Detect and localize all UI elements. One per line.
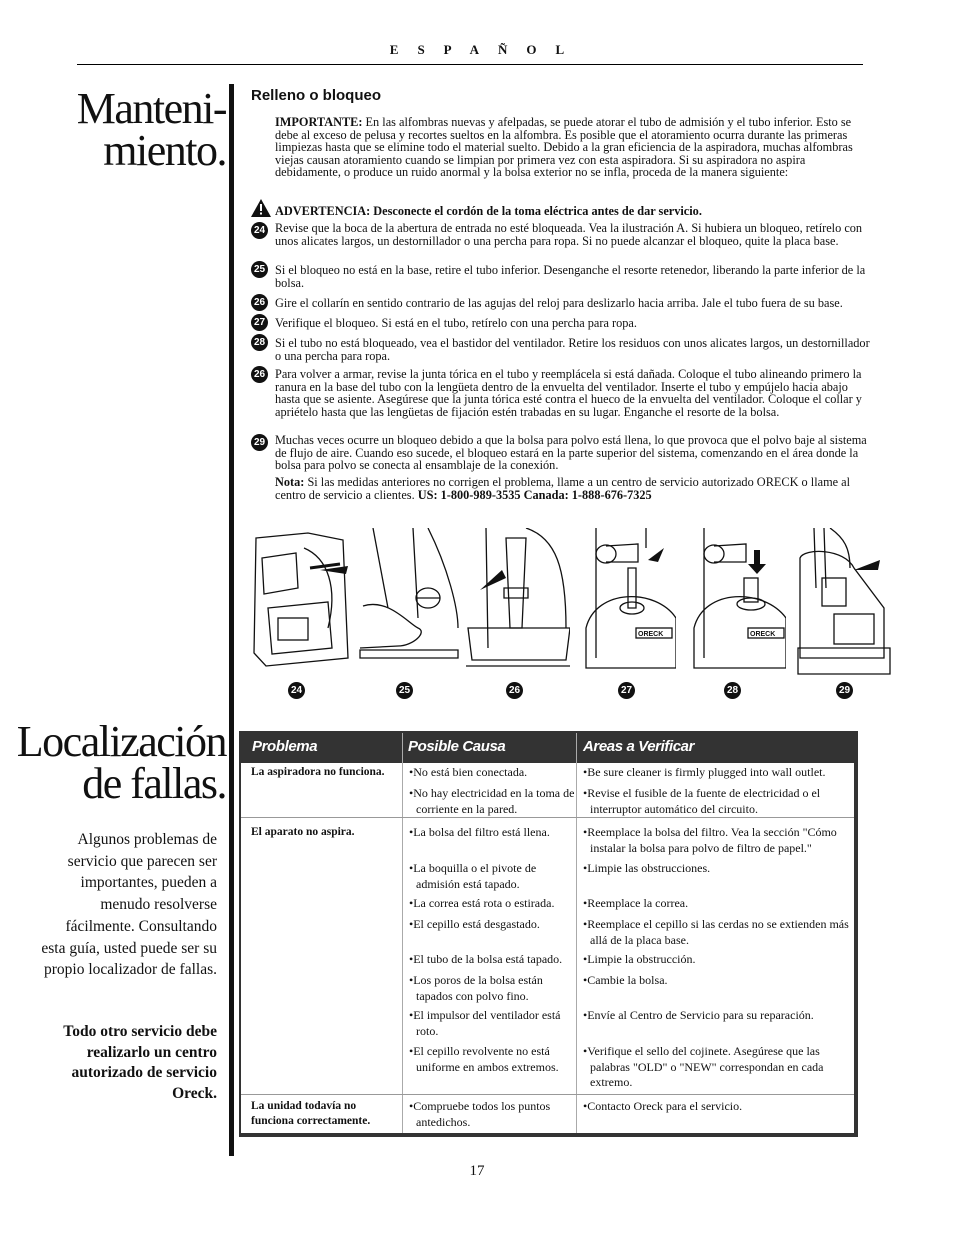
- step-badge: 27: [251, 314, 268, 331]
- table-row-check: •Limpie las obstrucciones.: [583, 861, 711, 875]
- table-row-check: •Be sure cleaner is firmly plugged into wall outlet.: [583, 765, 826, 779]
- table-row-cause: •No está bien conectada.: [409, 765, 528, 779]
- figure-label: 28: [724, 682, 741, 699]
- illustration-27: [576, 528, 676, 676]
- illustration-29: [794, 528, 892, 676]
- step-badge: 26: [251, 294, 268, 311]
- figure-label: 27: [618, 682, 635, 699]
- header-rule: [77, 64, 863, 65]
- figure-label: 24: [288, 682, 305, 699]
- column-header-cause: Posible Causa: [408, 738, 506, 755]
- troubleshooting-title-line1: Localización: [16, 717, 226, 766]
- table-row-check: •Reemplace la bolsa del filtro. Vea la sección "Cómo instalar la bolsa para polvo de filtro de papel.": [583, 825, 837, 855]
- figure-brand: ORECK: [638, 631, 664, 638]
- importante-text: En las alfombras nuevas y afelpadas, se puede atorar el tubo de admisión y el tubo inferior. Esto se debe al exceso de pelusa y recortes sueltos en la alfombra. Es posible que el atoramiento ocurra durante las primeras limpiezas hasta que se elimine todo el material suelto. Debido a la gran eficiencia de la aspiradora, muchas alfombras viejas causan atoramiento cuando se limpian por primera vez con esta aspiradora. Si su aspiradora no aspira debidamente, o produce un ruido anormal y la bolsa exterior no se infla, proceda de la manera siguiente:: [275, 115, 853, 180]
- step-badge: 24: [251, 222, 268, 239]
- table-row-cause: •El cepillo está desgastado.: [409, 917, 540, 931]
- troubleshooting-table: [239, 731, 858, 1137]
- table-row-check: •Revise el fusible de la fuente de electricidad o el interruptor automático del circuito.: [583, 786, 821, 816]
- step-text: Si el tubo no está bloqueado, vea el bastidor del ventilador. Retire los residuos con unos alicates largos, un destornillador o una percha para ropa.: [275, 336, 870, 363]
- nota-phones: US: 1-800-989-3535 Canada: 1-888-676-7325: [417, 487, 652, 502]
- maintenance-title-line1: Manteni-: [76, 84, 226, 133]
- table-row-cause: •Compruebe todos los puntos antedichos.: [409, 1099, 551, 1129]
- maintenance-title: [76, 84, 226, 175]
- table-row-cause: •El cepillo revolvente no está uniforme en ambos extremos.: [409, 1044, 559, 1074]
- step-badge: 29: [251, 434, 268, 451]
- step-badge: 25: [251, 261, 268, 278]
- table-row-problem: La aspiradora no funciona.: [251, 766, 385, 778]
- nota-paragraph: [275, 476, 873, 501]
- table-row-problem: La unidad todavía no funciona correctamente.: [251, 1100, 371, 1127]
- table-row-cause: •La boquilla o el pivote de admisión está tapado.: [409, 861, 537, 891]
- step-text: Si el bloqueo no está en la base, retire el tubo inferior. Desenganche el resorte retenedor, liberando la parte inferior de la bolsa.: [275, 263, 866, 290]
- table-row-check: •Cambie la bolsa.: [583, 973, 668, 987]
- page-number: 17: [469, 1163, 485, 1179]
- maintenance-title-line2: miento.: [103, 126, 226, 175]
- table-row-cause: •La bolsa del filtro está llena.: [409, 825, 550, 839]
- figure-label: 26: [506, 682, 523, 699]
- step-text: Gire el collarín en sentido contrario de las agujas del reloj para deslizarlo hacia arriba. Jale el tubo fuera de su base.: [275, 296, 843, 310]
- table-row-check: •Verifique el sello del cojinete. Asegúrese que las palabras "OLD" o "NEW" correspondan en cada extremo.: [583, 1044, 824, 1089]
- illustration-25: [358, 528, 460, 676]
- step-badge: 26: [251, 366, 268, 383]
- illustration-24: [248, 528, 353, 676]
- column-header-problem: Problema: [252, 738, 318, 755]
- table-header: [241, 733, 854, 763]
- table-row-check: •Envíe al Centro de Servicio para su reparación.: [583, 1008, 814, 1022]
- warning-text: ADVERTENCIA: Desconecte el cordón de la toma eléctrica antes de dar servicio.: [275, 204, 702, 218]
- figure-label: 29: [836, 682, 853, 699]
- step-text: Verifique el bloqueo. Si está en el tubo, retírelo con una percha para ropa.: [275, 316, 637, 330]
- figure-brand: ORECK: [750, 631, 776, 638]
- warning-icon: [251, 199, 271, 217]
- troubleshooting-title: [16, 717, 226, 808]
- importante-label: IMPORTANTE:: [275, 115, 363, 129]
- troubleshooting-note: Todo otro servicio debe realizarlo un centro autorizado de servicio Oreck.: [63, 1023, 217, 1102]
- table-row-check: •Reemplace el cepillo si las cerdas no se extienden más allá de la placa base.: [583, 917, 849, 947]
- table-row-check: •Contacto Oreck para el servicio.: [583, 1099, 743, 1113]
- section-heading-blockage: Relleno o bloqueo: [251, 87, 381, 104]
- step-badge: 28: [251, 334, 268, 351]
- table-row-cause: •El tubo de la bolsa está tapado.: [409, 952, 563, 966]
- troubleshooting-title-line2: de fallas.: [82, 759, 226, 808]
- row-divider: [241, 817, 854, 818]
- nota-text: Si las medidas anteriores no corrigen el problema, llame a un centro de servicio autorizado ORECK o llame al centro de servicio a clientes.: [275, 475, 851, 502]
- nota-label: Nota:: [275, 475, 305, 489]
- troubleshooting-intro: Algunos problemas de servicio que parecen ser importantes, pueden a menudo resolverse fácilmente. Consultando esta guía, usted puede ser su propio localizador de fallas.: [41, 831, 217, 979]
- table-row-cause: •No hay electricidad en la toma de corriente en la pared.: [409, 786, 575, 816]
- table-row-check: •Limpie la obstrucción.: [583, 952, 696, 966]
- column-header-check: Areas a Verificar: [583, 738, 695, 755]
- row-divider: [241, 1094, 854, 1095]
- table-row-check: •Reemplace la correa.: [583, 896, 689, 910]
- column-divider: [402, 733, 403, 1133]
- step-text: Muchas veces ocurre un bloqueo debido a que la bolsa para polvo está llena, lo que provoca que el polvo baje al sistema de flujo de aire. Cuando eso sucede, el bloqueo estará en la parte superior del sistema, comenzando en el área donde la bolsa para polvo se conecta al ensamblaje de la conexión.: [275, 433, 867, 473]
- illustration-26: [466, 528, 570, 676]
- importante-paragraph: [275, 116, 873, 179]
- table-row-problem: El aparato no aspira.: [251, 826, 355, 838]
- step-text: Revise que la boca de la abertura de entrada no esté bloqueada. Vea la ilustración A. Si hubiera un bloqueo, retírelo con unos alicates largos, un destornillador o una percha para ropa. Si no puede alcanzar el bloqueo, quite la placa base.: [275, 221, 863, 248]
- table-row-cause: •Los poros de la bolsa están tapados con polvo fino.: [409, 973, 543, 1003]
- table-row-cause: •El impulsor del ventilador está roto.: [409, 1008, 561, 1038]
- illustration-28: [684, 528, 786, 676]
- vertical-rule: [229, 84, 234, 1156]
- page-header-language: ESPAÑOL: [389, 42, 584, 57]
- figure-label: 25: [396, 682, 413, 699]
- step-text: Para volver a armar, revise la junta tórica en el tubo y reemplácela si está dañada. Coloque el tubo alineando primero la ranura en la base del tubo con la lengüeta dentro de la envuelta del ventilador. Inserte el tubo y empújelo hacia abajo hasta que se asiente. Asegúrese que la junta tórica esté contra el hueco de la envuelta del ventilador. Coloque el collar y apriételo hasta que las lengüetas de fijación estén trabadas en su lugar. Enganche el resorte de la bolsa.: [275, 367, 862, 419]
- table-row-cause: •La correa está rota o estirada.: [409, 896, 555, 910]
